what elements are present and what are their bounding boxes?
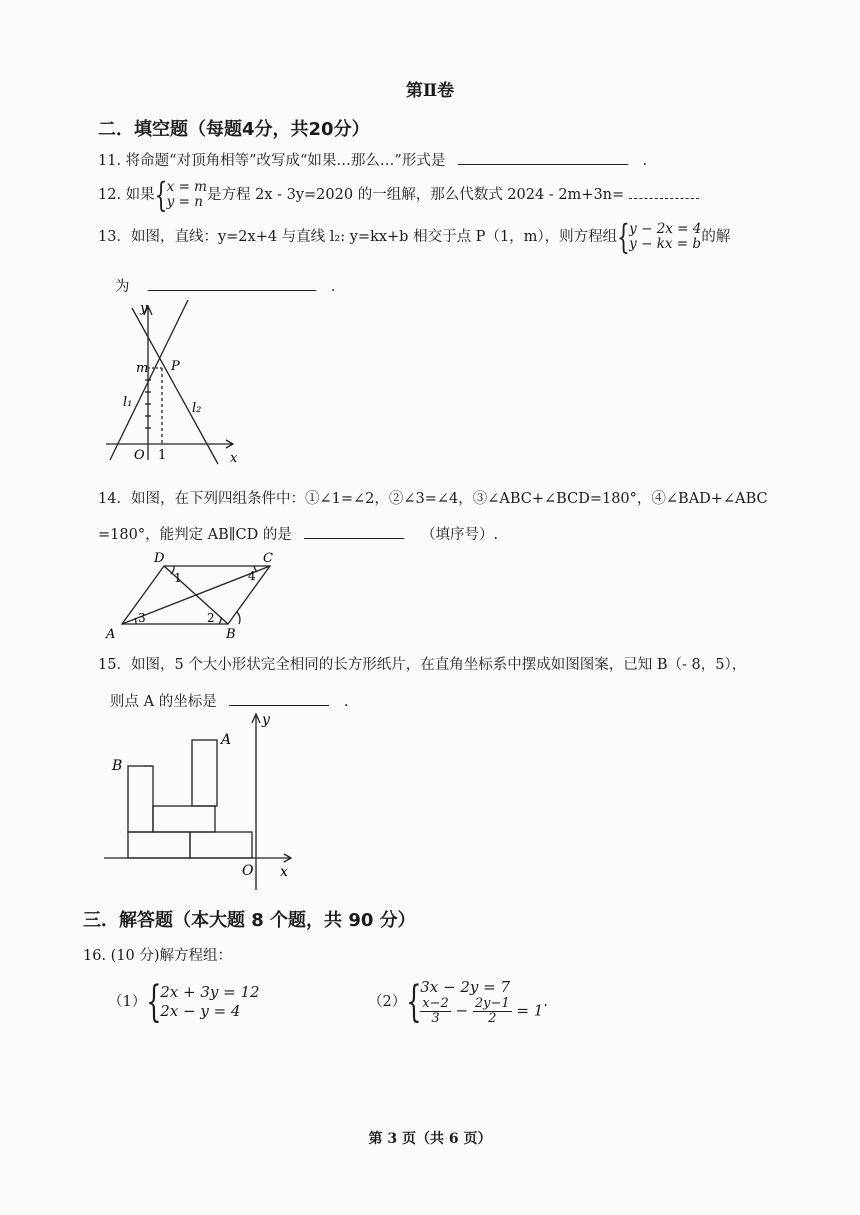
vertex-b-label: B bbox=[226, 627, 236, 642]
part-1-system bbox=[146, 983, 259, 1021]
question-15-text: 15．如图，5 个大小形状完全相同的长方形纸片，在直角坐标系中摆成如图图案，已知 B（- 8，5）， bbox=[98, 657, 747, 673]
question-13-system bbox=[617, 222, 701, 252]
question-15 bbox=[98, 654, 746, 676]
angle-3-arc bbox=[135, 618, 136, 624]
angle-2-label: 2 bbox=[207, 611, 215, 625]
fraction-2: $\frac{2y-1}{2}$ bbox=[474, 996, 510, 1026]
l1-label: l₁ bbox=[123, 395, 133, 410]
question-15-answer-blank[interactable] bbox=[229, 689, 329, 706]
section-fill-in-heading: 二．填空题（每题4分，共20分） bbox=[98, 119, 370, 140]
question-13-line2-prefix: 为 bbox=[115, 279, 130, 295]
x-axis-label: x bbox=[280, 864, 288, 880]
rectangle-middle-horizontal bbox=[153, 806, 215, 832]
origin-label: O bbox=[134, 448, 145, 463]
part-1-eq1: { 2x + 3y = 12 bbox=[160, 983, 260, 1001]
question-11 bbox=[98, 148, 647, 172]
angle-3-label: 3 bbox=[138, 611, 146, 625]
question-13-graph bbox=[100, 298, 250, 470]
y-axis-label: y bbox=[262, 712, 270, 728]
question-16-part-1 bbox=[108, 983, 260, 1021]
tick-label-one: 1 bbox=[158, 448, 167, 463]
question-11-answer-blank[interactable] bbox=[458, 148, 628, 165]
question-16: 16. (10 分)解方程组： bbox=[83, 948, 233, 964]
part-2-eq2 bbox=[420, 997, 543, 1026]
x-axis-label: x bbox=[230, 451, 238, 466]
question-13-system-eq1: { y − 2x = 4 bbox=[629, 221, 702, 237]
question-14-text: 14．如图，在下列四组条件中：①∠1=∠2，②∠3=∠4，③∠ABC+∠BCD=180°，④∠BAD+∠ABC bbox=[98, 491, 768, 507]
part-1-label: （1） bbox=[108, 994, 147, 1010]
vertex-a-label: A bbox=[106, 627, 116, 642]
fraction-1: $\frac{x-2}{3}$ bbox=[422, 996, 449, 1026]
question-13 bbox=[98, 222, 730, 252]
question-13-suffix: 的解 bbox=[701, 229, 731, 245]
question-12-system-eq1: { x = m bbox=[166, 179, 207, 195]
angle-4-label: 4 bbox=[248, 569, 256, 583]
angle-2-arc bbox=[219, 617, 221, 624]
section-solve-heading: 三．解答题（本大题 8 个题，共 90 分） bbox=[83, 910, 416, 931]
question-12-system bbox=[155, 180, 207, 210]
question-12-answer-blank[interactable] bbox=[629, 182, 699, 199]
vertex-d-label: D bbox=[154, 551, 165, 566]
part-2-label: （2） bbox=[368, 994, 407, 1010]
line-l2 bbox=[132, 308, 218, 464]
rectangle-left-vertical bbox=[128, 766, 153, 832]
question-13-line2 bbox=[115, 274, 335, 298]
question-13-period: . bbox=[330, 279, 336, 295]
question-16-part-2 bbox=[368, 978, 548, 1026]
question-13-answer-blank[interactable] bbox=[148, 274, 316, 291]
question-14-line2-suffix: （填序号）. bbox=[421, 527, 499, 543]
origin-label: O bbox=[242, 863, 254, 879]
point-b-label: B bbox=[112, 758, 123, 774]
rectangle-bottom-right bbox=[190, 832, 252, 858]
m-label: m bbox=[136, 361, 149, 376]
question-14-line2 bbox=[98, 522, 498, 546]
question-12 bbox=[98, 180, 699, 210]
point-p-label: P bbox=[171, 359, 180, 374]
question-14-answer-blank[interactable] bbox=[304, 522, 404, 539]
vertex-c-label: C bbox=[263, 551, 273, 566]
page-footer: 第 3 页（共 6 页） bbox=[368, 1131, 492, 1147]
rectangle-bottom-left bbox=[128, 832, 190, 858]
y-axis-label: y bbox=[140, 301, 148, 316]
question-15-rectangles-figure bbox=[100, 708, 300, 894]
minus-sign: − bbox=[455, 1001, 469, 1020]
question-12-prefix: 12. 如果 bbox=[98, 187, 155, 203]
part-1-eq2: 2x − y = 4 bbox=[160, 1002, 241, 1020]
angle-abc-arc bbox=[237, 612, 240, 624]
part-2-system bbox=[406, 978, 543, 1026]
question-14-line2-prefix: =180°，能判定 AB∥CD 的是 bbox=[98, 527, 292, 543]
question-14 bbox=[98, 488, 768, 510]
question-12-system-eq2: y = n bbox=[166, 194, 203, 210]
question-15-line2-prefix: 则点 A 的坐标是 bbox=[110, 694, 217, 710]
rhs: = 1 bbox=[516, 1001, 544, 1020]
question-15-period: . bbox=[343, 694, 349, 710]
question-12-text: 是方程 2x - 3y=2020 的一组解，那么代数式 2024 - 2m+3n= bbox=[206, 187, 625, 203]
point-a-label: A bbox=[221, 732, 232, 748]
question-11-text: 11. 将命题“对顶角相等”改写成“如果…那么…”形式是 bbox=[98, 153, 446, 169]
question-13-system-eq2: y − kx = b bbox=[629, 236, 702, 252]
question-11-period: . bbox=[642, 153, 648, 169]
question-14-parallelogram bbox=[100, 548, 290, 642]
part-2-period: . bbox=[543, 994, 548, 1010]
question-13-text: 13．如图，直线：y=2x+4 与直线 l₂: y=kx+b 相交于点 P（1，m），则方程组 bbox=[98, 229, 618, 245]
angle-1-label: 1 bbox=[174, 571, 182, 585]
paper-title: 第Ⅱ卷 bbox=[405, 81, 455, 101]
part-2-eq1: { 3x − 2y = 7 bbox=[420, 978, 511, 996]
l2-label: l₂ bbox=[192, 401, 202, 416]
rectangle-right-vertical bbox=[192, 740, 217, 806]
